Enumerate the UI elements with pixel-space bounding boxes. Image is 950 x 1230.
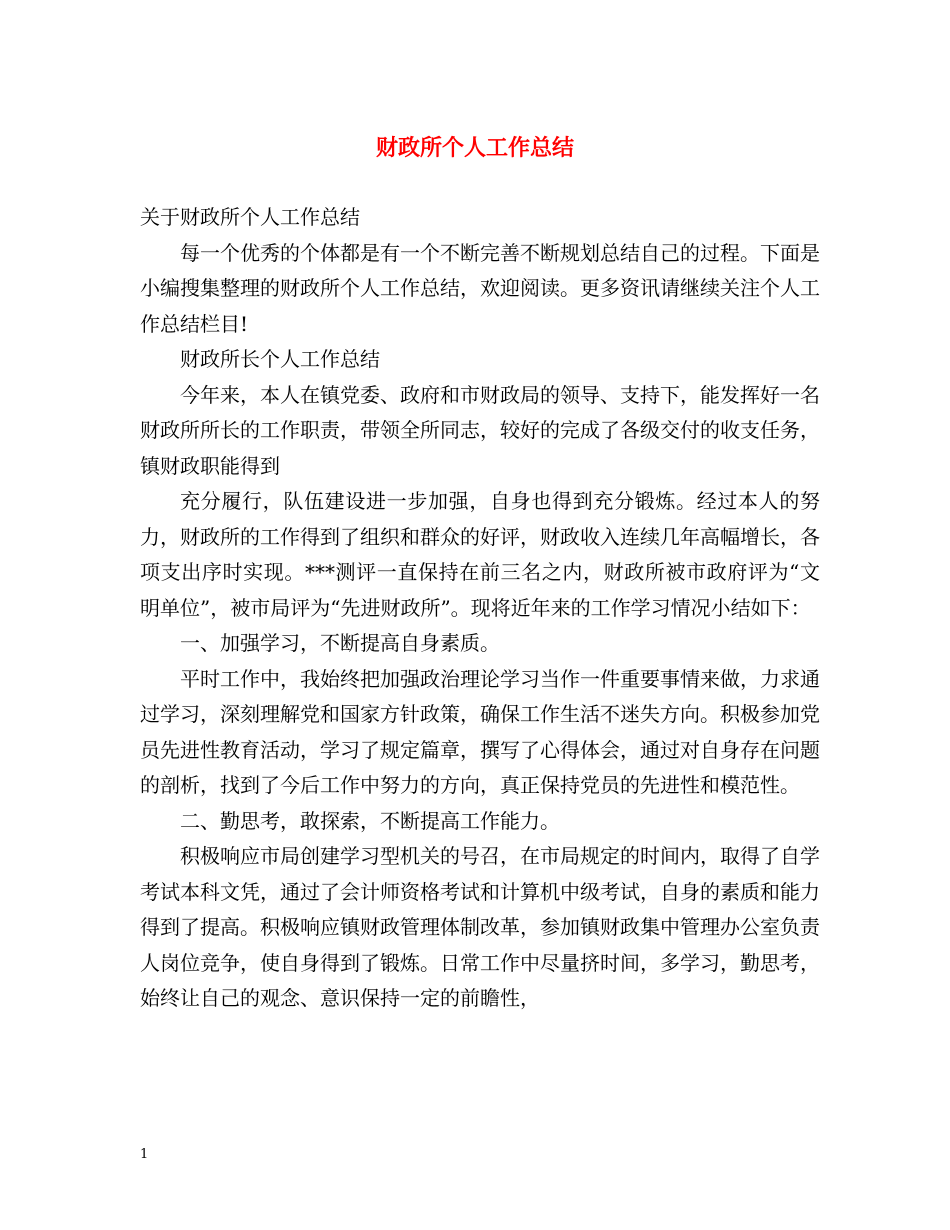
body-paragraph: 积极响应市局创建学习型机关的号召，在市局规定的时间内，取得了自学考试本科文凭，通过了会计师资格考试和计算机中级考试，自身的素质和能力得到了提高。积极响应镇财政管理体制改革，参加镇财政集中管理办公室负责人岗位竞争，使自身得到了锻炼。日常工作中尽量挤时间，多学习，勤思考，始终让自己的观念、意识保持一定的前瞻性， <box>140 844 820 1010</box>
body-paragraph: 充分履行，队伍建设进一步加强，自身也得到充分锻炼。经过本人的努力，财政所的工作得到了组织和群众的好评，财政收入连续几年高幅增长，各项支出序时实现。***测评一直保持在前三名之内，财政所被市政府评为“文明单位”，被市局评为“先进财政所”。现将近年来的工作学习情况小结如下： <box>140 489 820 620</box>
body-paragraph: 关于财政所个人工作总结 <box>140 205 360 229</box>
body-paragraph: 今年来，本人在镇党委、政府和市财政局的领导、支持下，能发挥好一名财政所所长的工作职责，带领全所同志，较好的完成了各级交付的收支任务，镇财政职能得到 <box>140 382 820 478</box>
body-paragraph: 财政所长个人工作总结 <box>180 347 380 371</box>
page-number: 1 <box>140 1147 149 1162</box>
body-paragraph: 一、加强学习，不断提高自身素质。 <box>180 631 500 655</box>
document-title: 财政所个人工作总结 <box>375 135 574 161</box>
body-paragraph: 平时工作中，我始终把加强政治理论学习当作一件重要事情来做，力求通过学习，深刻理解党和国家方针政策，确保工作生活不迷失方向。积极参加党员先进性教育活动，学习了规定篇章，撰写了心得体会，通过对自身存在问题的剖析，找到了今后工作中努力的方向，真正保持党员的先进性和模范性。 <box>140 666 820 797</box>
body-paragraph: 二、勤思考，敢探索，不断提高工作能力。 <box>180 808 560 833</box>
document-body <box>140 200 820 1017</box>
body-paragraph: 每一个优秀的个体都是有一个不断完善不断规划总结自己的过程。下面是小编搜集整理的财政所个人工作总结，欢迎阅读。更多资讯请继续关注个人工作总结栏目! <box>140 240 820 336</box>
